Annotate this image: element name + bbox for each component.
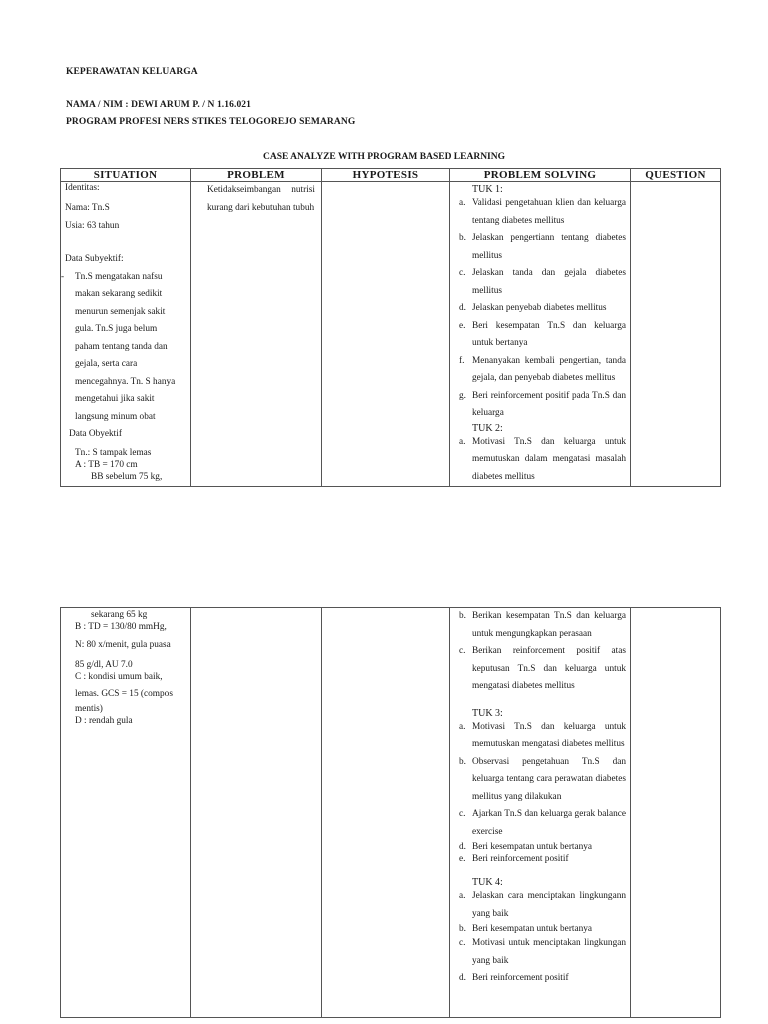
- item-marker: e.: [459, 854, 466, 864]
- situation-line: Tn.: S tampak lemas: [75, 447, 152, 458]
- item-text: Motivasi Tn.S dan keluarga untuk memutuskan dalam mengatasi masalah diabetes mellitus: [472, 436, 626, 482]
- solving-item: [454, 719, 626, 754]
- item-marker: a.: [459, 198, 466, 208]
- item-text: Jelaskan pengertiann tentang diabetes mellitus: [472, 233, 626, 261]
- item-text: Validasi pengetahuan klien dan keluarga tentang diabetes mellitus: [472, 198, 626, 226]
- situation-line: B : TD = 130/80 mmHg,: [75, 622, 167, 632]
- item-text: Jelaskan penyebab diabetes mellitus: [472, 303, 607, 313]
- item-marker: c.: [459, 268, 466, 278]
- item-marker: d.: [459, 973, 466, 983]
- situation-cell: [61, 608, 191, 1018]
- item-marker: a.: [459, 721, 466, 732]
- situation-line: paham tentang tanda dan: [75, 341, 168, 352]
- situation-line: Identitas:: [65, 183, 100, 193]
- solving-item: [454, 888, 626, 923]
- item-text: Beri reinforcement positif: [472, 854, 569, 864]
- situation-line: C : kondisi umum baik,: [75, 671, 163, 682]
- tuk-heading: TUK 1:: [472, 184, 503, 195]
- solving-item: [454, 265, 626, 300]
- col-header-situation: SITUATION: [61, 169, 191, 182]
- situation-line: gejala, serta cara: [75, 359, 138, 369]
- item-marker: d.: [459, 303, 466, 313]
- solving-item: [454, 935, 626, 970]
- item-marker: c.: [459, 646, 466, 656]
- item-text: Berikan reinforcement positif atas keputusan Tn.S dan keluarga untuk mengatasi diabetes mellitus: [472, 646, 626, 691]
- solving-item: [454, 353, 626, 388]
- item-marker: a.: [459, 891, 466, 901]
- col-header-problem: PROBLEM: [191, 169, 322, 182]
- tuk-heading: TUK 3:: [472, 707, 503, 719]
- problem-solving-cell: [450, 608, 631, 1018]
- situation-line: D : rendah gula: [75, 716, 133, 726]
- situation-line: mentis): [75, 704, 103, 714]
- case-table-page2: [60, 607, 721, 1018]
- document-title: KEPERAWATAN KELUARGA: [66, 67, 198, 77]
- solving-item: [454, 754, 626, 807]
- solving-item: [454, 608, 626, 643]
- situation-line: Data Obyektif: [69, 429, 122, 439]
- item-marker: b.: [459, 756, 466, 767]
- situation-line: gula. Tn.S juga belum: [75, 324, 158, 334]
- problem-solving-cell: [450, 182, 631, 487]
- solving-item: [454, 318, 626, 353]
- situation-line: Usia: 63 tahun: [65, 220, 120, 231]
- tuk-heading: TUK 4:: [472, 877, 503, 888]
- item-text: Menanyakan kembali pengertian, tanda gejala, dan penyebab diabetes mellitus: [472, 355, 626, 383]
- solving-item: [454, 923, 626, 935]
- item-marker: g.: [459, 390, 466, 401]
- item-text: Beri kesempatan untuk bertanya: [472, 924, 593, 934]
- col-header-hypotesis: HYPOTESIS: [322, 169, 450, 182]
- item-text: Motivasi untuk menciptakan lingkungan yang baik: [472, 938, 626, 966]
- solving-item: [454, 806, 626, 841]
- situation-line: menurun semenjak sakit: [75, 306, 166, 317]
- situation-line: langsung minum obat: [75, 411, 156, 422]
- problem-cell: [191, 608, 322, 1018]
- situation-line: mencegahnya. Tn. S hanya: [75, 376, 176, 387]
- solving-item: [454, 195, 626, 230]
- item-text: Beri kesempatan untuk bertanya: [472, 842, 593, 852]
- hypotesis-cell: [322, 182, 450, 487]
- item-text: Berikan kesempatan Tn.S dan keluarga untuk mengungkapkan perasaan: [472, 611, 626, 639]
- dash-marker: -: [61, 271, 65, 282]
- situation-line: lemas. GCS = 15 (compos: [75, 688, 173, 699]
- item-text: Observasi pengetahuan Tn.S dan keluarga tentang cara perawatan diabetes mellitus yang dilakukan: [472, 756, 626, 802]
- solving-item: [454, 300, 626, 318]
- item-text: Beri reinforcement positif: [472, 973, 569, 983]
- situation-line: N: 80 x/menit, gula puasa: [75, 640, 171, 650]
- situation-line: A : TB = 170 cm: [75, 459, 138, 470]
- item-marker: b.: [459, 924, 466, 934]
- question-cell: [631, 182, 721, 487]
- item-marker: c.: [459, 809, 466, 819]
- student-name: NAMA / NIM : DEWI ARUM P. / N 1.16.021: [66, 100, 252, 110]
- item-marker: a.: [459, 436, 466, 447]
- situation-line: makan sekarang sedikit: [75, 289, 163, 299]
- item-text: Beri reinforcement positif pada Tn.S dan keluarga: [472, 390, 626, 418]
- solving-item: [454, 841, 626, 853]
- question-cell: [631, 608, 721, 1018]
- situation-line: sekarang 65 kg: [91, 610, 148, 620]
- item-marker: b.: [459, 611, 466, 621]
- solving-item: [454, 643, 626, 696]
- situation-cell: [61, 182, 191, 487]
- situation-line: Nama: Tn.S: [65, 203, 110, 213]
- case-title: CASE ANALYZE WITH PROGRAM BASED LEARNING: [262, 152, 506, 162]
- solving-item: [454, 970, 626, 988]
- situation-line: [61, 269, 186, 287]
- solving-item: [454, 230, 626, 265]
- col-header-question: QUESTION: [631, 169, 721, 182]
- situation-line: mengetahui jika sakit: [75, 394, 155, 404]
- item-text: Jelaskan tanda dan gejala diabetes mellitus: [472, 268, 626, 296]
- hypotesis-cell: [322, 608, 450, 1018]
- item-marker: d.: [459, 842, 466, 852]
- tuk-heading: TUK 2:: [472, 422, 503, 434]
- situation-text: Tn.S mengatakan nafsu: [75, 271, 163, 282]
- solving-item: [454, 434, 626, 487]
- solving-item: [454, 853, 626, 865]
- item-text: Ajarkan Tn.S dan keluarga gerak balance exercise: [472, 809, 626, 837]
- situation-line: Data Subyektif:: [65, 254, 124, 264]
- item-marker: f.: [459, 355, 465, 366]
- item-text: Jelaskan cara menciptakan lingkungann yang baik: [472, 891, 626, 919]
- item-marker: c.: [459, 938, 466, 948]
- item-marker: e.: [459, 320, 466, 331]
- program-name: PROGRAM PROFESI NERS STIKES TELOGOREJO SEMARANG: [66, 117, 356, 127]
- spacer: [454, 696, 626, 708]
- situation-line: BB sebelum 75 kg,: [91, 471, 163, 482]
- item-marker: b.: [459, 233, 466, 243]
- solving-item: [454, 388, 626, 423]
- situation-line: 85 g/dl, AU 7.0: [75, 659, 133, 670]
- item-text: Motivasi Tn.S dan keluarga untuk memutuskan mengatasi diabetes mellitus: [472, 721, 626, 749]
- problem-cell: Ketidakseimbangan nutrisi kurang dari kebutuhan tubuh: [191, 182, 322, 487]
- case-table-page1: [60, 168, 721, 487]
- spacer: [454, 865, 626, 877]
- item-text: Beri kesempatan Tn.S dan keluarga untuk bertanya: [472, 320, 626, 348]
- col-header-problem-solving: PROBLEM SOLVING: [450, 169, 631, 182]
